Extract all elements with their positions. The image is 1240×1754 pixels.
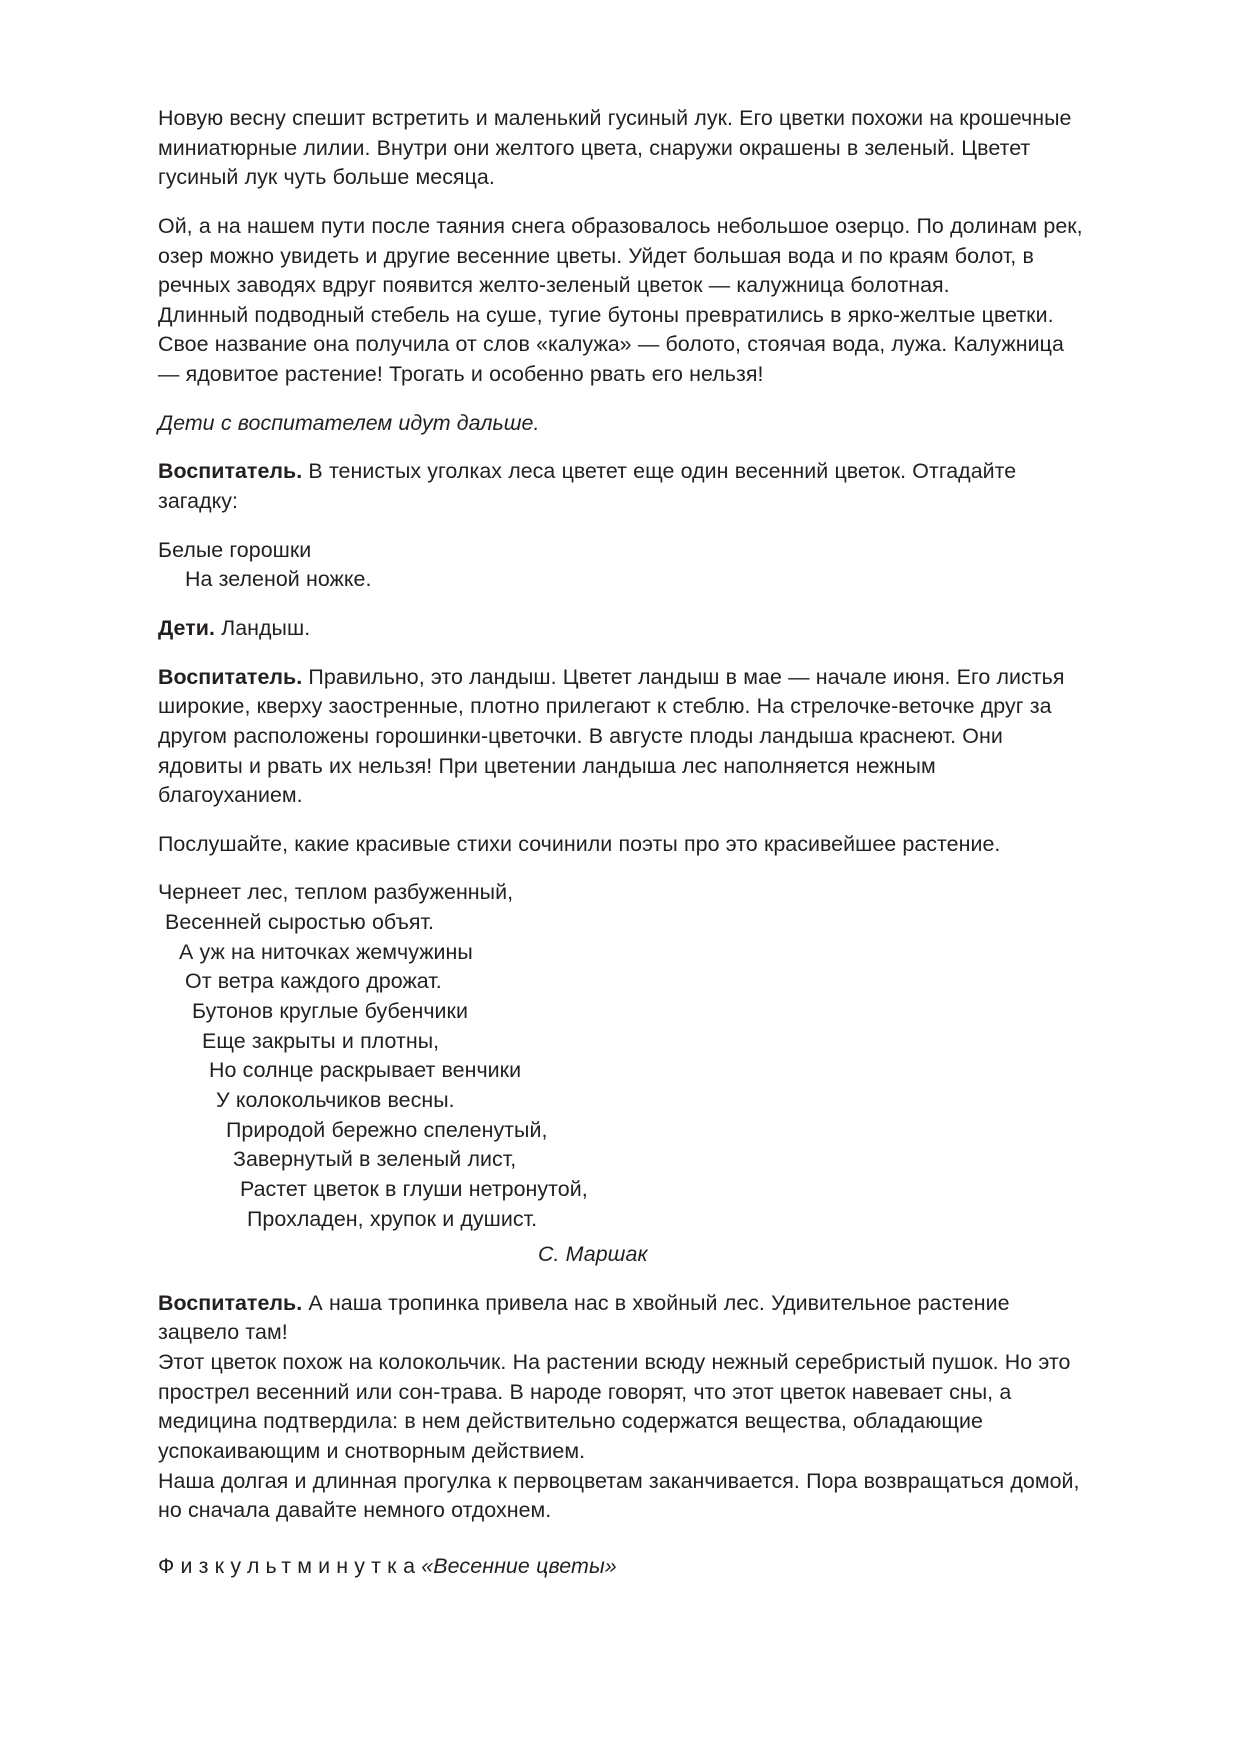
paragraph-gusiny-luk: Новую весну спешит встретить и маленький гусиный лук. Его цветки похожи на крошечные миниатюрные лилии. Внутри они желтого цвета, снаружи окрашены в зеленый. Цветет гусиный лук чуть больше месяца.: [158, 106, 1072, 190]
paragraph-ozertso: Ой, а на нашем пути после таяния снега образовалось небольшое озерцо. По долинам рек, озер можно увидеть и другие весенние цветы. Уйдет большая вода и по краям болот, в речных заводях вдруг появится желто-зеленый цветок — калужница болотная.: [158, 213, 1083, 298]
document-body: [158, 104, 1086, 1582]
dialogue-teacher-landysh: [158, 663, 1086, 811]
poem-line: Растет цветок в глуши нетронутой,: [240, 1176, 588, 1201]
poem-line: Природой бережно спеленутый,: [226, 1117, 548, 1142]
riddle-block: [158, 536, 1086, 595]
speaker-text-teacher-1: В тенистых уголках леса цветет еще один весенний цветок. Отгадайте загадку:: [158, 459, 1017, 514]
riddle-line-1: Белые горошки: [158, 537, 312, 562]
dialogue-teacher-riddle-intro: [158, 457, 1086, 516]
poem-line: Бутонов круглые бубенчики: [192, 999, 468, 1024]
poem-line: Прохладен, хрупок и душист.: [247, 1206, 538, 1231]
poem-line: У колокольчиков весны.: [216, 1087, 455, 1112]
paragraph-prostrel: Этот цветок похож на колокольчик. На растении всюду нежный серебристый пушок. Но это прострел весенний или сон-трава. В народе говорят, что этот цветок навевает сны, а медицина подтвердила: в нем действительно содержатся вещества, обладающие успокаивающим и снотворным действием.: [158, 1350, 1071, 1463]
dialogue-teacher-conifer-forest: [158, 1289, 1086, 1348]
paragraph-kaluzhnitsa: Длинный подводный стебель на суше, тугие бутоны превратились в ярко-желтые цветки. Свое название она получила от слов «калужа» — болото, стоячая вода, лужа. Калужница — ядовитое растение! Трогать и особенно рвать его нельзя!: [158, 302, 1064, 387]
poem-author-credit: С. Маршак: [538, 1242, 648, 1267]
paragraph-poem-intro: Послушайте, какие красивые стихи сочинили поэты про это красивейшее растение.: [158, 831, 1001, 856]
poem-line: Но солнце раскрывает венчики: [209, 1058, 522, 1083]
poem-line: Чернеет лес, теплом разбуженный,: [158, 880, 514, 905]
dialogue-children-answer: [158, 614, 1086, 644]
speaker-text-teacher-2: Правильно, это ландыш. Цветет ландыш в мае — начале июня. Его листья широкие, кверху заостренные, плотно прилегают к стеблю. На стрелочке-веточке друг за другом расположены горошинки-цветочки. В августе плоды ландыша краснеют. Они ядовиты и рвать их нельзя! При цветении ландыша лес наполняется нежным благоуханием.: [158, 664, 1065, 808]
poem-block: [158, 878, 1086, 1234]
fizkultminutka-heading: [158, 1552, 1086, 1582]
fizkultminutka-label: Физкультминутка: [158, 1553, 422, 1578]
stage-direction-walk-on: Дети с воспитателем идут дальше.: [158, 410, 540, 435]
riddle-line-2: На зеленой ножке.: [185, 567, 372, 592]
speaker-label-children: Дети.: [158, 615, 215, 640]
speaker-text-teacher-3: А наша тропинка привела нас в хвойный лес. Удивительное растение зацвело там!: [158, 1290, 1010, 1345]
speaker-label-teacher-3: Воспитатель.: [158, 1290, 303, 1315]
poem-line: От ветра каждого дрожат.: [185, 969, 442, 994]
fizkultminutka-title: «Весенние цветы»: [421, 1553, 617, 1578]
poem-line: Еще закрыты и плотны,: [202, 1028, 440, 1053]
poem-line: Весенней сыростью объят.: [165, 910, 435, 935]
poem-line: Завернутый в зеленый лист,: [233, 1147, 517, 1172]
speaker-label-teacher-2: Воспитатель.: [158, 664, 303, 689]
speaker-text-children: Ландыш.: [214, 615, 311, 640]
speaker-label-teacher-1: Воспитатель.: [158, 459, 303, 484]
poem-line: А уж на ниточках жемчужины: [179, 939, 473, 964]
paragraph-walk-ending: Наша долгая и длинная прогулка к первоцветам заканчивается. Пора возвращаться домой, но сначала давайте немного отдохнем.: [158, 1468, 1080, 1523]
